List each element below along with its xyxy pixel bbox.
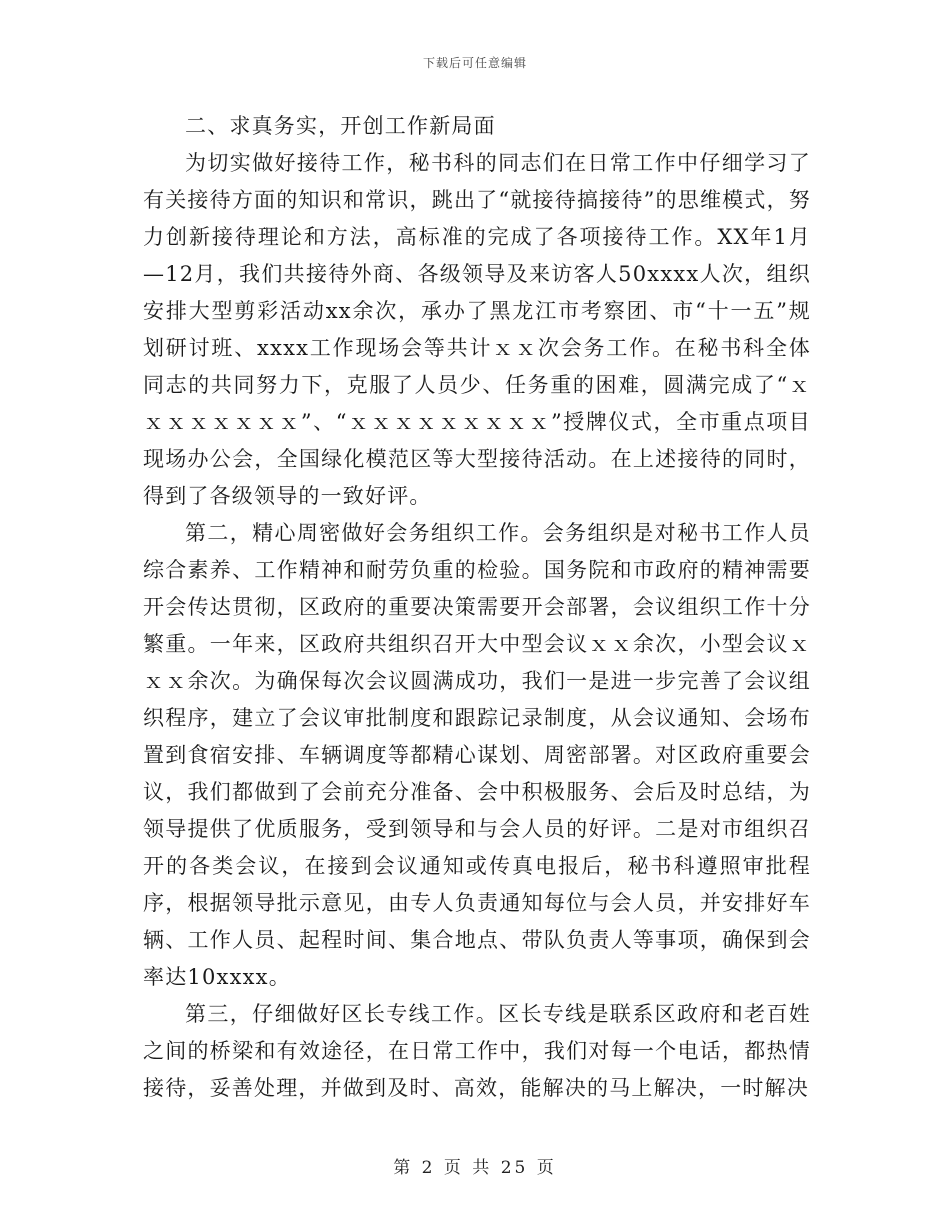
- section-heading: 二、求真务实，开创工作新局面: [185, 114, 496, 138]
- paragraph-hotline: 第三，仔细做好区长专线工作。区长专线是联系区政府和老百姓之间的桥梁和有效途径，在日常工作中，我们对每一个电话，都热情接待，妥善处理，并做到及时、高效，能解决的马上解决，一时解决: [143, 1002, 811, 1100]
- document-body: [143, 108, 811, 1107]
- paragraph-reception: 为切实做好接待工作，秘书科的同志们在日常工作中仔细学习了有关接待方面的知识和常识，跳出了“就接待搞接待”的思维模式，努力创新接待理论和方法，高标准的完成了各项接待工作。XX年1月—12月，我们共接待外商、各级领导及来访客人50xxxx人次，组织安排大型剪彩活动xx余次，承办了黑龙江市考察团、市“十一五”规划研讨班、xxxx工作现场会等共计ｘｘ次会务工作。在秘书科全体同志的共同努力下，克服了人员少、任务重的困难，圆满完成了“ｘｘｘｘｘｘｘｘ”、“ｘｘｘｘｘｘｘｘｘ”授牌仪式，全市重点项目现场办公会，全国绿化模范区等大型接待活动。在上述接待的同时，得到了各级领导的一致好评。: [143, 151, 811, 508]
- page-number-footer: 第 2 页 共 25 页: [393, 1158, 557, 1178]
- header-note: 下载后可任意编辑: [422, 56, 527, 70]
- paragraph-meetings: 第二，精心周密做好会务组织工作。会务组织是对秘书工作人员综合素养、工作精神和耐劳负重的检验。国务院和市政府的精神需要开会传达贯彻，区政府的重要决策需要开会部署，会议组织工作十分繁重。一年来，区政府共组织召开大中型会议ｘｘ余次，小型会议ｘｘｘ余次。为确保每次会议圆满成功，我们一是进一步完善了会议组织程序，建立了会议审批制度和跟踪记录制度，从会议通知、会场布置到食宿安排、车辆调度等都精心谋划、周密部署。对区政府重要会议，我们都做到了会前充分准备、会中积极服务、会后及时总结，为领导提供了优质服务，受到领导和与会人员的好评。二是对市组织召开的各类会议，在接到会议通知或传真电报后，秘书科遵照审批程序，根据领导批示意见，由专人负责通知每位与会人员，并安排好车辆、工作人员、起程时间、集合地点、带队负责人等事项，确保到会率达10xxxx。: [143, 521, 811, 989]
